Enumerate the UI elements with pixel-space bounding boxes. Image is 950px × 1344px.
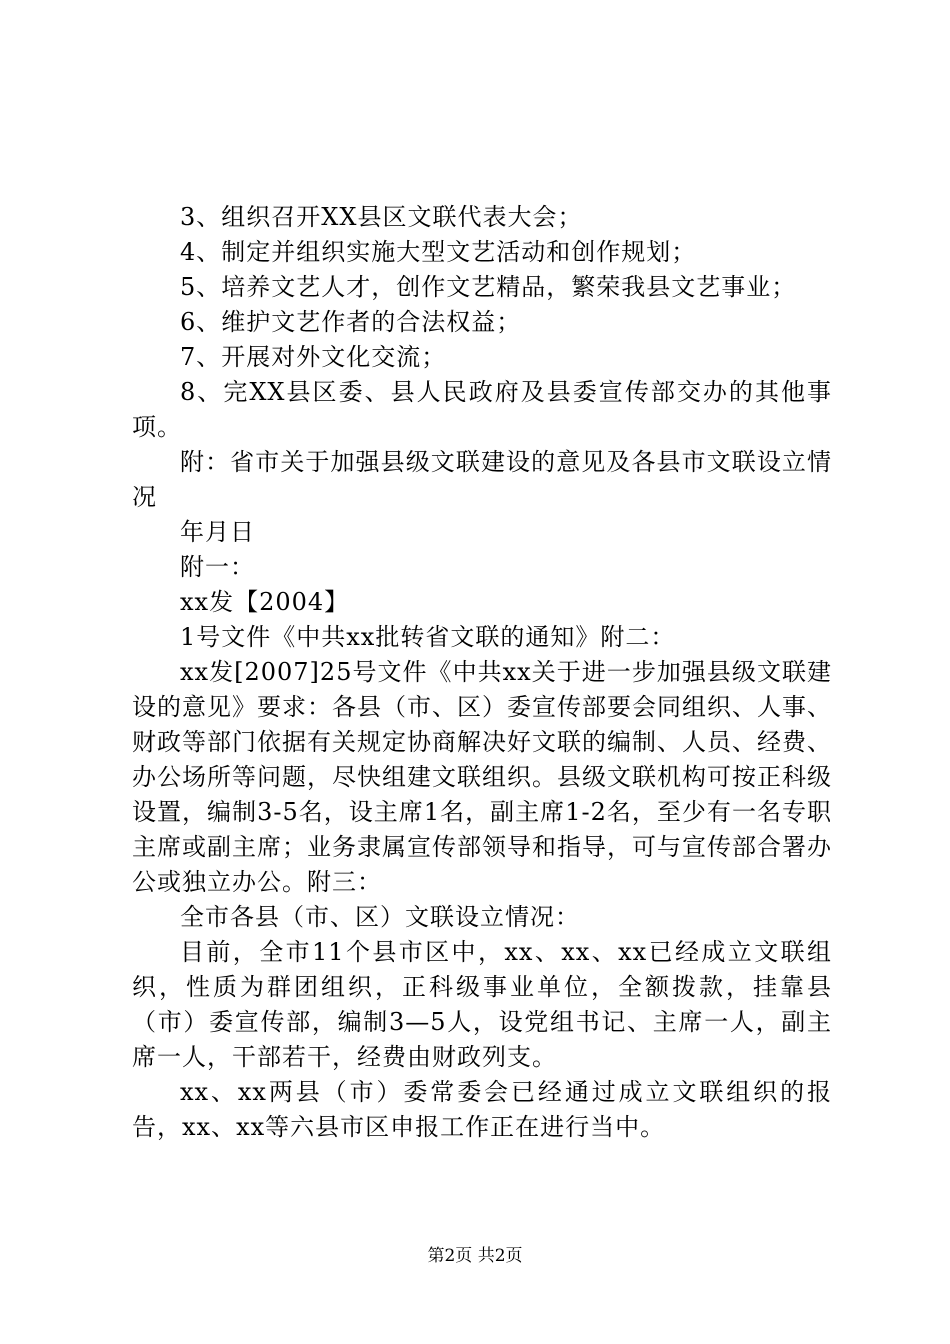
paragraph: 年月日 — [180, 518, 255, 546]
paragraph: 8、完XX县区委、县人民政府及县委宣传部交办的其他事项。 — [132, 378, 832, 441]
paragraph: xx、xx两县（市）委常委会已经通过成立文联组织的报告，xx、xx等六县市区申报工作正在进行当中。 — [132, 1078, 832, 1141]
paragraph: 全市各县（市、区）文联设立情况： — [180, 903, 580, 931]
paragraph: xx发【2004】 — [180, 588, 350, 616]
paragraph: 4、制定并组织实施大型文艺活动和创作规划； — [180, 238, 697, 266]
paragraph: 3、组织召开XX县区文联代表大会； — [180, 203, 583, 231]
document-body — [132, 200, 832, 1145]
paragraph: xx发[2007]25号文件《中共xx关于进一步加强县级文联建设的意见》要求：各县（市、区）委宣传部要会同组织、人事、财政等部门依据有关规定协商解决好文联的编制、人员、经费、办公场所等问题，尽快组建文联组织。县级文联机构可按正科级设置，编制3-5名，设主席1名，副主席1-2名，至少有一名专职主席或副主席；业务隶属宣传部领导和指导，可与宣传部合署办公或独立办公。附三： — [132, 658, 832, 896]
paragraph: 附一： — [180, 553, 255, 581]
paragraph: 附：省市关于加强县级文联建设的意见及各县市文联设立情况 — [132, 448, 832, 511]
paragraph: 5、培养文艺人才，创作文艺精品，繁荣我县文艺事业； — [180, 273, 797, 301]
paragraph: 目前，全市11个县市区中，xx、xx、xx已经成立文联组织，性质为群团组织，正科级事业单位，全额拨款，挂靠县（市）委宣传部，编制3—5人，设党组书记、主席一人，副主席一人，干部若干，经费由财政列支。 — [132, 938, 832, 1071]
page-footer — [0, 1245, 950, 1267]
paragraph: 6、维护文艺作者的合法权益； — [180, 308, 522, 336]
paragraph: 1号文件《中共xx批转省文联的通知》附二： — [180, 623, 676, 651]
page-number-label: 第2页 共2页 — [427, 1246, 523, 1266]
paragraph: 7、开展对外文化交流； — [180, 343, 447, 371]
